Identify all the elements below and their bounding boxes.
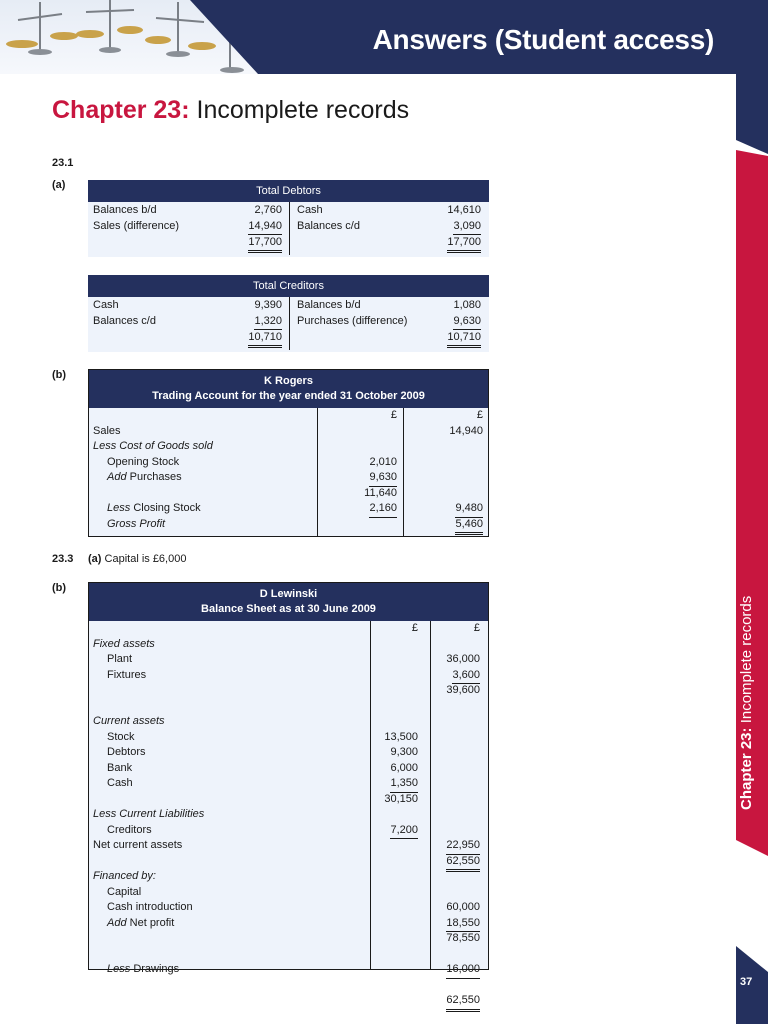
total-row bbox=[89, 993, 488, 1009]
chapter-title: Incomplete records bbox=[196, 96, 410, 124]
stock-label: Stock bbox=[107, 730, 135, 743]
spacer-row bbox=[89, 947, 488, 963]
chapter-heading bbox=[52, 96, 409, 125]
spacer-row bbox=[89, 978, 488, 994]
asset-row bbox=[89, 730, 488, 746]
net-current-assets-amount: 22,950 bbox=[446, 838, 480, 855]
question-23-1-label: 23.1 bbox=[52, 157, 74, 169]
purchases-text: Purchases bbox=[129, 471, 182, 483]
side-band-top bbox=[736, 74, 768, 154]
total-creditors-account bbox=[88, 275, 489, 352]
ledger-row bbox=[88, 297, 489, 313]
current-assets-heading: Current assets bbox=[93, 715, 165, 727]
credit-label: Purchases (difference) bbox=[297, 315, 408, 327]
purchases-label bbox=[107, 470, 182, 486]
subtotal-row bbox=[89, 931, 488, 947]
credit-amount: 9,630 bbox=[453, 313, 481, 330]
header-title: Answers (Student access) bbox=[372, 24, 714, 55]
debit-label: Balances c/d bbox=[93, 315, 156, 327]
business-name: K Rogers bbox=[264, 375, 313, 387]
cogs-label: Less Cost of Goods sold bbox=[93, 440, 213, 452]
balance-sheet bbox=[88, 582, 489, 1006]
cash-label: Cash bbox=[107, 777, 133, 789]
debit-label: Balances b/d bbox=[93, 204, 157, 216]
closing-stock-label bbox=[107, 501, 201, 517]
purchases-row bbox=[89, 470, 488, 486]
plant-label: Plant bbox=[107, 653, 133, 665]
bank-amount: 6,000 bbox=[390, 761, 418, 774]
credit-amount: 3,090 bbox=[453, 218, 481, 235]
asset-row bbox=[89, 668, 488, 684]
statement-title: Balance Sheet as at 30 June 2009 bbox=[201, 603, 376, 615]
net-profit-label bbox=[107, 916, 174, 932]
ledger-total-row bbox=[88, 329, 489, 345]
net-assets-total: 62,550 bbox=[446, 854, 480, 873]
opening-stock-label: Opening Stock bbox=[107, 455, 180, 468]
creditors-label: Creditors bbox=[107, 823, 152, 836]
asset-row bbox=[89, 652, 488, 668]
debit-label: Sales (difference) bbox=[93, 220, 180, 232]
subtotal-row bbox=[89, 792, 488, 808]
drawings-label bbox=[107, 962, 179, 978]
closing-stock-text: Closing Stock bbox=[133, 502, 201, 514]
debit-total: 17,700 bbox=[248, 234, 282, 253]
asset-row bbox=[89, 761, 488, 777]
stock-amount: 13,500 bbox=[384, 730, 418, 743]
net-current-assets-label: Net current assets bbox=[93, 839, 183, 851]
debit-amount: 14,940 bbox=[248, 218, 282, 235]
sales-row bbox=[89, 424, 488, 440]
net-profit-text: Net profit bbox=[129, 916, 175, 929]
total-debtors-account bbox=[88, 180, 489, 257]
currency-symbol: £ bbox=[476, 409, 483, 421]
closing-stock-row bbox=[89, 501, 488, 517]
ledger-row bbox=[88, 218, 489, 234]
capital-row bbox=[89, 962, 488, 978]
capital-row bbox=[89, 900, 488, 916]
subtotal-row bbox=[89, 486, 488, 502]
debtors-label: Debtors bbox=[107, 746, 146, 758]
gross-profit-amount: 5,460 bbox=[455, 517, 483, 536]
credit-amount: 1,080 bbox=[453, 299, 481, 311]
fixtures-label: Fixtures bbox=[107, 668, 147, 681]
current-assets-total: 30,150 bbox=[384, 792, 418, 805]
currency-row bbox=[89, 621, 488, 637]
add-label: Add bbox=[107, 916, 127, 929]
closing-stock-amount: 2,160 bbox=[369, 501, 397, 518]
part-a-label: (a) bbox=[52, 179, 66, 191]
credit-total: 10,710 bbox=[447, 329, 481, 348]
net-current-assets-row bbox=[89, 838, 488, 854]
part-b-label: (b) bbox=[52, 369, 67, 381]
currency-row bbox=[89, 408, 488, 424]
trading-account bbox=[88, 369, 489, 537]
statement-header bbox=[89, 370, 488, 408]
cost-of-sales-amount: 9,480 bbox=[455, 501, 483, 518]
credit-label: Balances b/d bbox=[297, 299, 361, 311]
credit-total: 17,700 bbox=[447, 234, 481, 253]
currency-symbol: £ bbox=[390, 409, 397, 421]
section-row bbox=[89, 807, 488, 823]
page-number: 37 bbox=[740, 976, 753, 988]
debit-amount: 2,760 bbox=[254, 204, 282, 216]
drawings-amount: 16,000 bbox=[446, 962, 480, 979]
capital-answer: Capital is £6,000 bbox=[104, 553, 187, 565]
sales-amount: 14,940 bbox=[449, 424, 483, 437]
cash-introduction-label: Cash introduction bbox=[107, 901, 193, 913]
debit-label: Cash bbox=[93, 299, 119, 311]
ledger-title: Total Creditors bbox=[88, 275, 489, 297]
cogs-row bbox=[89, 439, 488, 455]
question-23-3-part-a bbox=[88, 553, 186, 565]
subtotal-amount: 11,640 bbox=[364, 486, 397, 499]
gross-profit-row bbox=[89, 517, 488, 533]
credit-label: Balances c/d bbox=[297, 220, 360, 232]
side-band-label bbox=[738, 595, 762, 810]
credit-label: Cash bbox=[297, 204, 323, 216]
fixed-assets-heading: Fixed assets bbox=[93, 637, 155, 650]
purchases-amount: 9,630 bbox=[369, 470, 397, 487]
add-label: Add bbox=[107, 471, 127, 483]
part-b-label: (b) bbox=[52, 582, 67, 594]
credit-amount: 14,610 bbox=[447, 204, 481, 216]
opening-stock-amount: 2,010 bbox=[369, 455, 397, 468]
section-row bbox=[89, 869, 488, 885]
ledger-row bbox=[88, 313, 489, 329]
business-name: D Lewinski bbox=[259, 588, 318, 600]
net-profit-amount: 18,550 bbox=[446, 916, 480, 933]
subtotal-row bbox=[89, 683, 488, 699]
side-band-chapter: Chapter 23: bbox=[738, 727, 755, 810]
financed-by-heading: Financed by: bbox=[93, 870, 156, 882]
currency-symbol: £ bbox=[473, 622, 480, 634]
debit-total: 10,710 bbox=[248, 329, 282, 348]
currency-symbol: £ bbox=[411, 622, 418, 634]
section-row bbox=[89, 714, 488, 730]
drawings-text: Drawings bbox=[133, 963, 180, 975]
ledger-title: Total Debtors bbox=[88, 180, 489, 202]
sales-label: Sales bbox=[93, 424, 121, 437]
asset-row bbox=[89, 745, 488, 761]
spacer-row bbox=[89, 699, 488, 715]
current-liabilities-heading: Less Current Liabilities bbox=[93, 808, 205, 820]
cash-amount: 1,350 bbox=[390, 776, 418, 793]
capital-row bbox=[89, 916, 488, 932]
capital-row bbox=[89, 885, 488, 901]
debit-amount: 1,320 bbox=[254, 313, 282, 330]
debtors-amount: 9,300 bbox=[390, 746, 418, 758]
fixed-assets-total: 39,600 bbox=[446, 684, 480, 696]
ledger-total-row bbox=[88, 234, 489, 250]
statement-title: Trading Account for the year ended 31 October 2009 bbox=[152, 390, 425, 402]
debit-amount: 9,390 bbox=[254, 299, 282, 311]
ledger-row bbox=[88, 202, 489, 218]
statement-header bbox=[89, 583, 488, 621]
capital-label: Capital bbox=[107, 885, 142, 898]
chapter-number: Chapter 23: bbox=[52, 96, 190, 124]
capital-subtotal: 78,550 bbox=[446, 932, 480, 944]
section-row bbox=[89, 637, 488, 653]
page-header bbox=[0, 0, 768, 74]
capital-total: 62,550 bbox=[446, 993, 480, 1012]
bank-label: Bank bbox=[107, 761, 133, 774]
part-a-label: (a) bbox=[88, 553, 102, 565]
cash-introduction-amount: 60,000 bbox=[446, 901, 480, 913]
total-row bbox=[89, 854, 488, 870]
opening-stock-row bbox=[89, 455, 488, 471]
side-band-title: Incomplete records bbox=[738, 595, 755, 724]
fixtures-amount: 3,600 bbox=[452, 668, 480, 685]
liability-row bbox=[89, 823, 488, 839]
less-label: Less bbox=[107, 502, 131, 514]
less-label: Less bbox=[107, 963, 131, 975]
asset-row bbox=[89, 776, 488, 792]
gross-profit-label: Gross Profit bbox=[107, 517, 166, 530]
creditors-amount: 7,200 bbox=[390, 823, 418, 840]
question-23-3-label: 23.3 bbox=[52, 553, 74, 565]
plant-amount: 36,000 bbox=[446, 653, 480, 665]
